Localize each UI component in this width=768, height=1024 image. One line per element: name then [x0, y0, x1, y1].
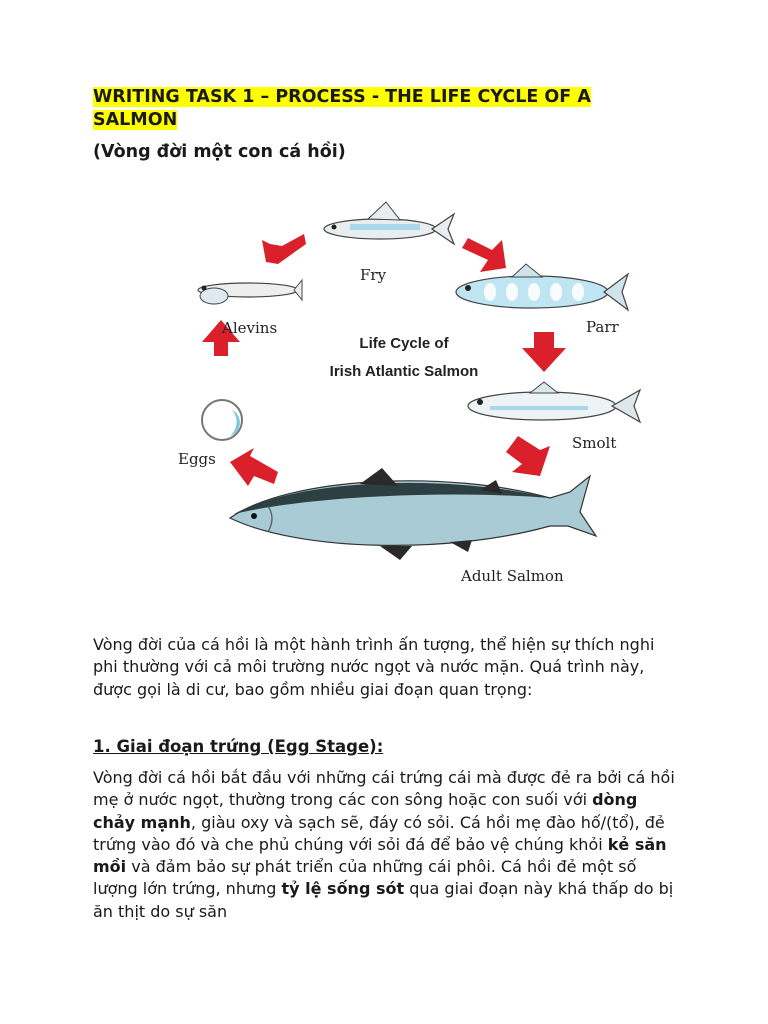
alevin-fish-image — [198, 280, 302, 304]
section-1-paragraph — [93, 767, 683, 923]
diagram-center-title — [304, 330, 504, 386]
title-line-1: WRITING TASK 1 – PROCESS - THE LIFE CYCLE OF A — [93, 87, 591, 107]
egg-image — [202, 400, 242, 440]
life-cycle-diagram — [150, 180, 670, 600]
section-1-bold-2: kẻ săn mồi — [93, 834, 667, 877]
arrow-adult-to-eggs — [230, 448, 278, 486]
life-cycle-illustration — [150, 180, 670, 600]
fry-fish-image — [324, 202, 454, 244]
arrow-smolt-to-adult — [506, 436, 550, 476]
arrow-parr-to-smolt — [522, 332, 566, 372]
stage-label-eggs: Eggs — [178, 450, 216, 468]
stage-label-smolt: Smolt — [572, 434, 617, 452]
arrow-alevins-to-fry — [262, 234, 306, 264]
stage-label-adult: Adult Salmon — [461, 567, 564, 585]
section-1-heading: 1. Giai đoạn trứng (Egg Stage): — [93, 737, 384, 756]
section-1-bold-3: tỷ lệ sống sót — [281, 879, 405, 899]
section-1-text-3: và đảm bảo sự phát triển của những cái phôi. Cá hồi đẻ một số lượng lớn trứng, nhưng — [93, 857, 637, 899]
section-1-text-2: , giàu oxy và sạch sẽ, đáy có sỏi. Cá hồi mẹ đào hố/(tổ), đẻ trứng vào đó và che phủ chúng với sỏi đá để bảo vệ chúng khỏi — [93, 812, 665, 854]
center-title-line-2: Irish Atlantic Salmon — [329, 363, 479, 380]
adult-salmon-image — [230, 468, 596, 560]
stage-label-alevins: Alevins — [222, 319, 278, 337]
document-title — [93, 86, 693, 132]
stage-label-fry: Fry — [360, 266, 387, 284]
intro-paragraph: Vòng đời của cá hồi là một hành trình ấn tượng, thể hiện sự thích nghi phi thường với cả môi trường nước ngọt và nước mặn. Quá trình này, được gọi là di cư, bao gồm nhiều giai đoạn quan trọng: — [93, 635, 655, 699]
document-subtitle: (Vòng đời một con cá hồi) — [93, 142, 346, 162]
center-title-line-1: Life Cycle of — [359, 335, 449, 352]
section-1-text-1: Vòng đời cá hồi bắt đầu với những cái trứng cái mà được đẻ ra bởi cá hồi mẹ ở nước ngọt, thường trong các con sông hoặc con suối với — [93, 768, 675, 810]
title-line-2: SALMON — [93, 110, 178, 130]
smolt-fish-image — [468, 382, 640, 422]
stage-label-parr: Parr — [586, 318, 619, 336]
section-1-text-4: qua giai đoạn này khá thấp do bị ăn thịt do sự săn — [93, 879, 674, 921]
arrow-fry-to-parr — [462, 238, 506, 272]
section-1-bold-1: dòng chảy mạnh — [93, 790, 638, 832]
